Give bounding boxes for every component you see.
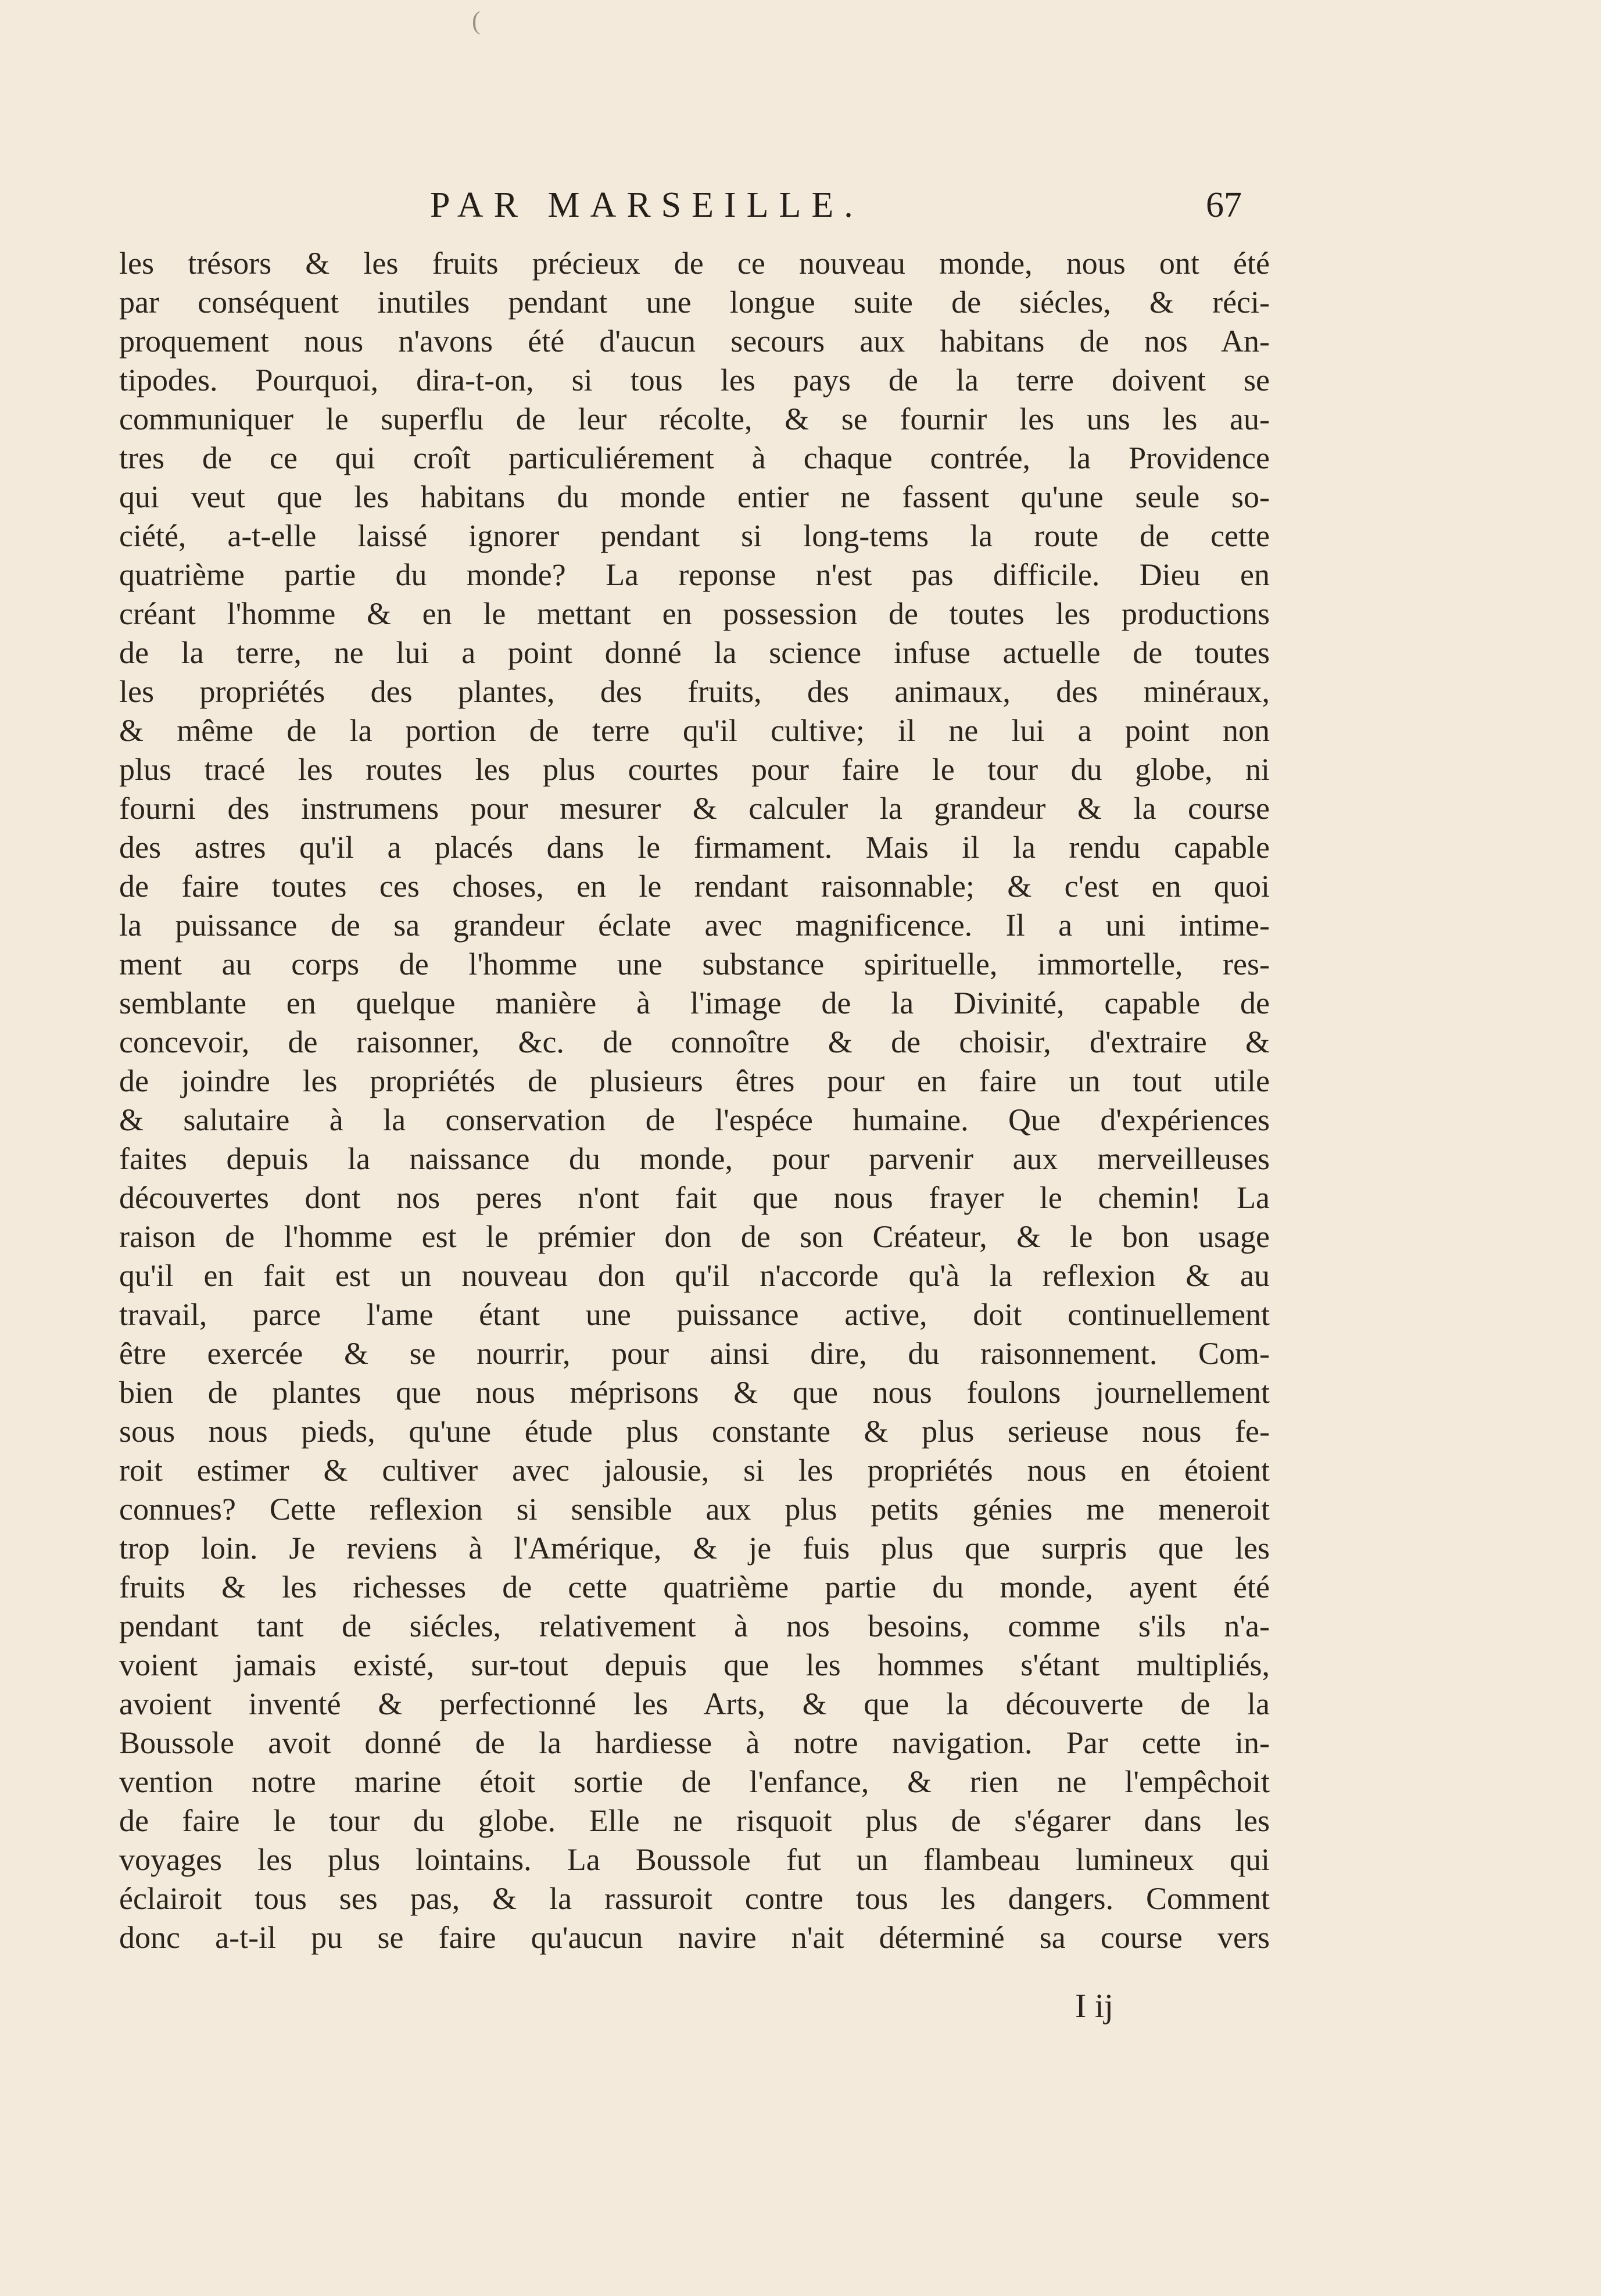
text-line: ciété, a-t-elle laissé ignorer pendant si long-tems la route de cette <box>119 518 1270 553</box>
text-line: pendant tant de siécles, relativement à nos besoins, comme s'ils n'a- <box>119 1609 1270 1643</box>
text-line: voyages les plus lointains. La Boussole fut un flambeau lumineux qui <box>119 1842 1270 1877</box>
text-line: vention notre marine étoit sortie de l'enfance, & rien ne l'empêchoit <box>119 1764 1270 1799</box>
text-line: trop loin. Je reviens à l'Amérique, & je fuis plus que surpris que les <box>119 1531 1270 1566</box>
text-line: concevoir, de raisonner, &c. de connoître & de choisir, d'extraire & <box>119 1025 1270 1059</box>
text-line: fruits & les richesses de cette quatrième partie du monde, ayent été <box>119 1570 1270 1604</box>
text-line: qu'il en fait est un nouveau don qu'il n'accorde qu'à la reflexion & au <box>119 1258 1270 1293</box>
text-line: voient jamais existé, sur-tout depuis que les hommes s'étant multipliés, <box>119 1647 1270 1682</box>
text-line: de faire toutes ces choses, en le rendant raisonnable; & c'est en quoi <box>119 869 1270 904</box>
text-line: avoient inventé & perfectionné les Arts, & que la découverte de la <box>119 1686 1270 1721</box>
text-line: ment au corps de l'homme une substance spirituelle, immortelle, res- <box>119 947 1270 982</box>
text-line: de joindre les propriétés de plusieurs êtres pour en faire un tout utile <box>119 1063 1270 1098</box>
text-line: de la terre, ne lui a point donné la science infuse actuelle de toutes <box>119 635 1270 670</box>
text-line: tipodes. Pourquoi, dira-t-on, si tous les pays de la terre doivent se <box>119 363 1270 397</box>
text-line: par conséquent inutiles pendant une longue suite de siécles, & réci- <box>119 285 1270 320</box>
text-line: semblante en quelque manière à l'image de la Divinité, capable de <box>119 986 1270 1020</box>
text-line: créant l'homme & en le mettant en possession de toutes les productions <box>119 596 1270 631</box>
text-line: faites depuis la naissance du monde, pour parvenir aux merveilleuses <box>119 1141 1270 1176</box>
page-number: 67 <box>1206 185 1242 225</box>
text-line: donc a-t-il pu se faire qu'aucun navire n'ait déterminé sa course vers <box>119 1920 1270 1955</box>
text-line: sous nous pieds, qu'une étude plus constante & plus serieuse nous fe- <box>119 1414 1270 1449</box>
top-mark: ( <box>472 6 481 35</box>
text-line: travail, parce l'ame étant une puissance active, doit continuellement <box>119 1297 1270 1332</box>
text-line: la puissance de sa grandeur éclate avec magnificence. Il a uni intime- <box>119 908 1270 943</box>
signature-mark: I ij <box>1075 1987 1114 2025</box>
text-line: quatrième partie du monde? La reponse n'est pas difficile. Dieu en <box>119 557 1270 592</box>
running-head: PAR MARSEILLE. <box>430 185 864 225</box>
text-line: des astres qu'il a placés dans le firmament. Mais il la rendu capable <box>119 830 1270 865</box>
text-line: de faire le tour du globe. Elle ne risquoit plus de s'égarer dans les <box>119 1803 1270 1838</box>
text-line: les trésors & les fruits précieux de ce nouveau monde, nous ont été <box>119 246 1270 281</box>
text-line: plus tracé les routes les plus courtes pour faire le tour du globe, ni <box>119 752 1270 787</box>
text-line: bien de plantes que nous méprisons & que nous foulons journellement <box>119 1375 1270 1410</box>
text-line: les propriétés des plantes, des fruits, des animaux, des minéraux, <box>119 674 1270 709</box>
text-line: fourni des instrumens pour mesurer & calculer la grandeur & la course <box>119 791 1270 826</box>
text-line: éclairoit tous ses pas, & la rassuroit contre tous les dangers. Comment <box>119 1881 1270 1916</box>
text-line: raison de l'homme est le prémier don de son Créateur, & le bon usage <box>119 1219 1270 1254</box>
text-line: communiquer le superflu de leur récolte, & se fournir les uns les au- <box>119 402 1270 436</box>
text-line: qui veut que les habitans du monde entier ne fassent qu'une seule so- <box>119 479 1270 514</box>
text-line: tres de ce qui croît particuliérement à chaque contrée, la Providence <box>119 440 1270 475</box>
text-line: Boussole avoit donné de la hardiesse à notre navigation. Par cette in- <box>119 1725 1270 1760</box>
text-line: découvertes dont nos peres n'ont fait que nous frayer le chemin! La <box>119 1180 1270 1215</box>
body-text <box>119 244 1270 1957</box>
text-line: & salutaire à la conservation de l'espéce humaine. Que d'expériences <box>119 1102 1270 1137</box>
text-line: roit estimer & cultiver avec jalousie, si les propriétés nous en étoient <box>119 1453 1270 1488</box>
text-line: proquement nous n'avons été d'aucun secours aux habitans de nos An- <box>119 324 1270 359</box>
text-line: connues? Cette reflexion si sensible aux plus petits génies me meneroit <box>119 1492 1270 1527</box>
text-line: être exercée & se nourrir, pour ainsi dire, du raisonnement. Com- <box>119 1336 1270 1371</box>
text-line: & même de la portion de terre qu'il cultive; il ne lui a point non <box>119 713 1270 748</box>
